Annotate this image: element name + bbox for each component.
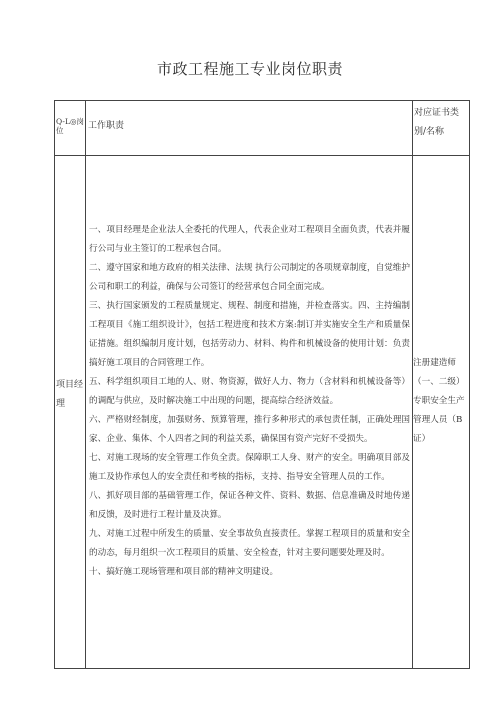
duties-cell — [86, 156, 413, 669]
header-duties-label: 工作职责 — [88, 121, 125, 131]
header-duties — [86, 101, 413, 156]
header-position — [55, 101, 86, 156]
document-title: 市政工程施工专业岗位职责 — [156, 60, 343, 78]
duty-item: 二、遵守国家和地方政府的相关法律、法规 执行公司制定的各项规章制度，自觉维护公司和职工的利益，确保与公司签订的经营承包合同全面完成。 — [89, 263, 410, 292]
duty-item: 十、搞好施工现场管理和项目部的精神文明建设。 — [89, 567, 279, 577]
table-row — [55, 156, 470, 669]
certificate-cell — [413, 156, 470, 669]
certificate-text: 注册建造师（一、二级）专职安全生产管理人员（B证） — [413, 358, 465, 444]
duty-item: 一、项目经理是企业法人全委托的代理人，代表企业对工程项目全面负责，代表并履行公司与业主签订的工程承包合同。 — [89, 225, 410, 254]
duty-item: 三、执行国家颁发的工程质量规定、规程、制度和措施，并检查落实。四、主持编制工程项目《施工组织设计》，包括工程进度和技术方案:制订并实施安全生产和质量保证措施。组织编制月度计划，包括劳动力、材料、构件和机械设备的使用计划：负责搞好施工项目的合同管理工作。 — [89, 301, 410, 368]
header-certificate-label: 对应证书类别/名称 — [414, 108, 460, 137]
duty-item: 七、对施工现场的安全管理工作负全责。保障职工人身、财产的安全。明确项目部及施工及协作承包人的安全责任和考核的指标，支持、指导安全管理人员的工作。 — [89, 453, 410, 482]
duty-item: 八、抓好项目部的基础管理工作，保证各种文件、资料、数据、信息准确及时地传递和反馈，及时进行工程计量及决算。 — [89, 491, 410, 520]
table-header-row — [55, 101, 470, 156]
duty-item: 六、严格财经制度，加强财务、预算管理，推行多种形式的承包责任制，正确处理国家、企业、集体、个人四者之间的利益关系，确保国有资产完好不受损失。 — [89, 415, 410, 444]
role-cell — [55, 156, 86, 669]
header-position-label: Q-L◎岗位 — [56, 117, 84, 135]
header-certificate — [413, 101, 470, 156]
duties-table — [54, 100, 470, 669]
duty-item: 五、科学组织项目工地的人、财、物资源，做好人力、物力（含材料和机械设备等）的调配与供应，及时解决施工中出现的问题，提高综合经济效益。 — [89, 377, 410, 406]
duties-list — [86, 156, 412, 582]
duty-item: 九、对施工过程中所发生的质量、安全事故负直接责任。掌握工程项目的质量和安全的动态，每月组织一次工程项目的质量、安全检查，针对主要问题要处理及时。 — [89, 529, 410, 558]
role-name: 项目经理 — [56, 380, 84, 409]
